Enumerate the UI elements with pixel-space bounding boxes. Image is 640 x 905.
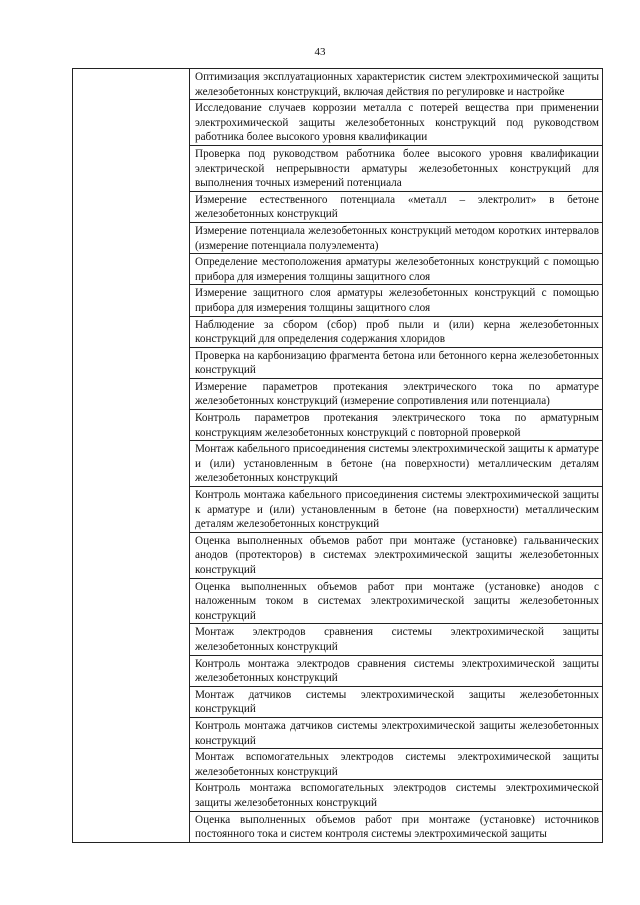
- table-row: Измерение естественного потенциала «металл – электролит» в бетоне железобетонных конструкций: [190, 192, 603, 223]
- page-number: 43: [314, 46, 326, 58]
- table-row: Измерение потенциала железобетонных конструкций методом коротких интервалов (измерение потенциала полуэлемента): [190, 223, 603, 254]
- table-row: Проверка под руководством работника более высокого уровня квалификации электрической непрерывности арматуры железобетонных конструкций для выполнения точных измерений потенциала: [190, 146, 603, 192]
- table-row: Проверка на карбонизацию фрагмента бетона или бетонного керна железобетонных конструкций: [190, 348, 603, 379]
- table-row: Оптимизация эксплуатационных характеристик систем электрохимической защиты железобетонных конструкций, включая действия по регулировке и настройке: [190, 69, 603, 100]
- table-row: Монтаж кабельного присоединения системы электрохимической защиты к арматуре и (или) установленным в бетоне (на поверхности) металлическим деталям железобетонных конструкций: [190, 441, 603, 487]
- table-row: Контроль монтажа кабельного присоединения системы электрохимической защиты к арматуре и (или) установленным в бетоне (на поверхности) металлическим деталям железобетонных конструкций: [190, 487, 603, 533]
- table-row: Контроль монтажа вспомогательных электродов системы электрохимической защиты железобетонных конструкций: [190, 780, 603, 811]
- table-row: Определение местоположения арматуры железобетонных конструкций с помощью прибора для измерения толщины защитного слоя: [190, 254, 603, 285]
- table-row: Монтаж электродов сравнения системы электрохимической защиты железобетонных конструкций: [190, 624, 603, 655]
- table-row: Исследование случаев коррозии металла с потерей вещества при применении электрохимической защиты железобетонных конструкций под руководством работника более высокого уровня квалификации: [190, 100, 603, 146]
- table-row: Наблюдение за сбором (сбор) проб пыли и (или) керна железобетонных конструкций для определения содержания хлоридов: [190, 317, 603, 348]
- requirements-table: [72, 68, 603, 843]
- table-row: Монтаж датчиков системы электрохимической защиты железобетонных конструкций: [190, 687, 603, 718]
- table-row: Измерение параметров протекания электрического тока по арматуре железобетонных конструкций (измерение сопротивления или потенциала): [190, 379, 603, 410]
- table-row: Контроль монтажа датчиков системы электрохимической защиты железобетонных конструкций: [190, 718, 603, 749]
- table-row: Измерение защитного слоя арматуры железобетонных конструкций с помощью прибора для измерения толщины защитного слоя: [190, 285, 603, 316]
- table-row: Контроль параметров протекания электрического тока по арматурным конструкциям железобетонных конструкций с повторной проверкой: [190, 410, 603, 441]
- table-row: Контроль монтажа электродов сравнения системы электрохимической защиты железобетонных конструкций: [190, 656, 603, 687]
- table-row: Оценка выполненных объемов работ при монтаже (установке) анодов с наложенным током в системах электрохимической защиты железобетонных конструкций: [190, 579, 603, 625]
- table-row: Оценка выполненных объемов работ при монтаже (установке) источников постоянного тока и систем контроля системы электрохимической защиты: [190, 812, 603, 842]
- table-row: Оценка выполненных объемов работ при монтаже (установке) гальванических анодов (протекторов) в системах электрохимической защиты железобетонных конструкций: [190, 533, 603, 579]
- table-row: Монтаж вспомогательных электродов системы электрохимической защиты железобетонных конструкций: [190, 749, 603, 780]
